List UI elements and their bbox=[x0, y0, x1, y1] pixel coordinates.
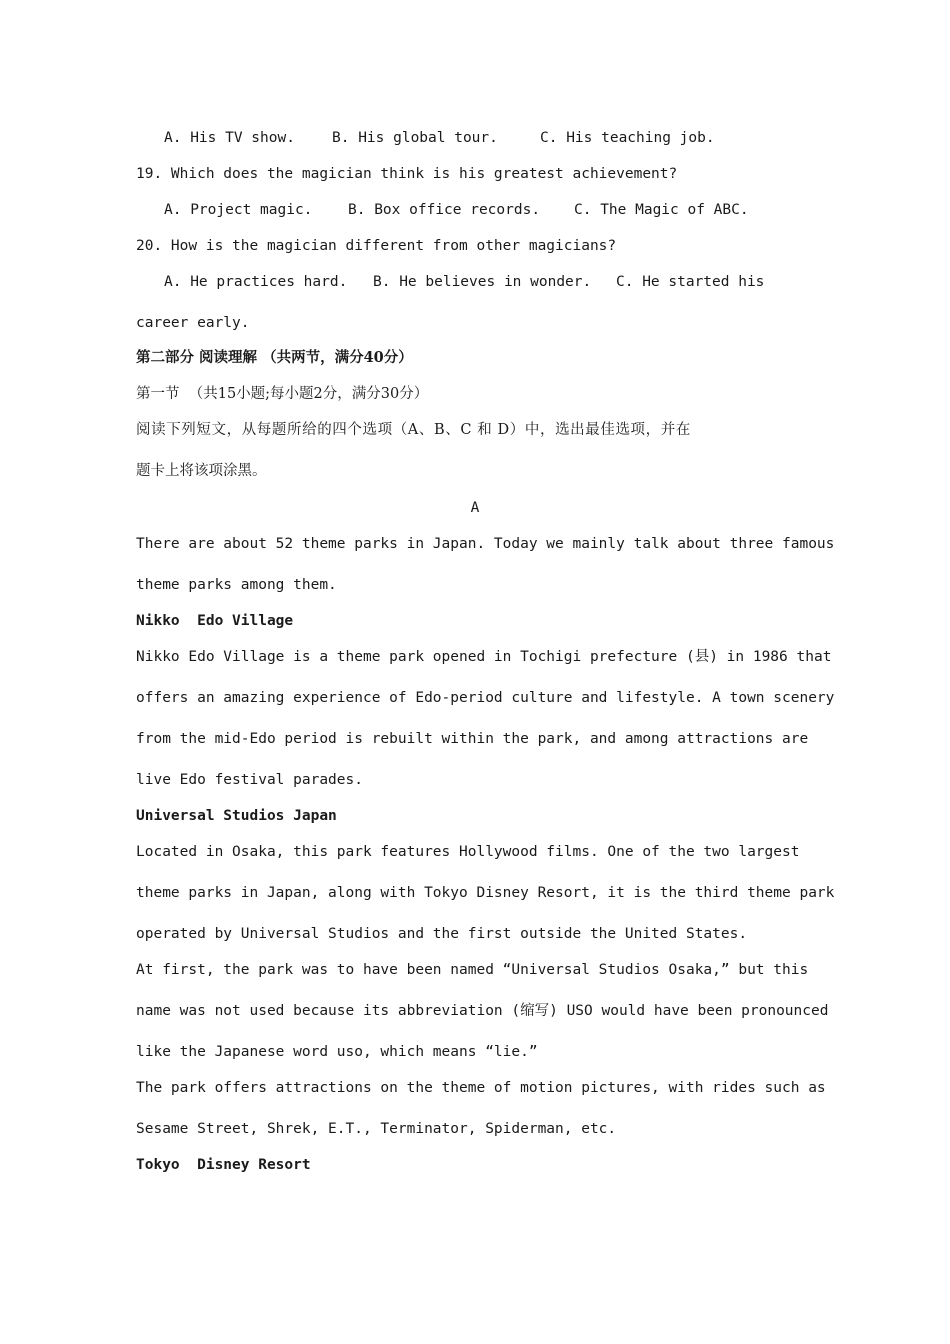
q20-option-b: B. He believes in wonder. bbox=[373, 274, 592, 290]
instruction-line-1: 阅读下列短文，从每题所给的四个选项（A、B、C 和 D）中，选出最佳选项，并在 bbox=[136, 422, 691, 438]
tokyo-disney-title: Tokyo Disney Resort bbox=[136, 1157, 311, 1173]
usj-line-8: Sesame Street, Shrek, E.T., Terminator, Spiderman, etc. bbox=[136, 1121, 617, 1137]
usj-title: Universal Studios Japan bbox=[136, 808, 337, 824]
section1-heading: 第一节 （共15小题;每小题2分，满分30分） bbox=[136, 386, 429, 402]
q18-option-a: A. His TV show. bbox=[164, 130, 295, 146]
q18-option-c: C. His teaching job. bbox=[540, 130, 715, 146]
q19-option-b: B. Box office records. bbox=[348, 202, 541, 218]
q18-option-b: B. His global tour. bbox=[332, 130, 498, 146]
nikko-line-3: from the mid-Edo period is rebuilt within the park, and among attractions are bbox=[136, 731, 809, 747]
usj-line-6: like the Japanese word uso, which means “lie.” bbox=[136, 1044, 538, 1060]
q20-option-a: A. He practices hard. bbox=[164, 274, 348, 290]
nikko-line-2: offers an amazing experience of Edo-period culture and lifestyle. A town scenery bbox=[136, 690, 835, 706]
part2-heading: 第二部分 阅读理解 （共两节，满分40分） bbox=[136, 349, 413, 366]
passage-label: A bbox=[470, 500, 480, 516]
usj-line-5: name was not used because its abbreviation (缩写) USO would have been pronounced bbox=[136, 1003, 829, 1019]
q19-option-a: A. Project magic. bbox=[164, 202, 313, 218]
intro-line-1: There are about 52 theme parks in Japan. Today we mainly talk about three famous bbox=[136, 536, 835, 552]
intro-line-2: theme parks among them. bbox=[136, 577, 337, 593]
usj-line-4: At first, the park was to have been named “Universal Studios Osaka,” but this bbox=[136, 962, 809, 978]
instruction-line-2: 题卡上将该项涂黑。 bbox=[136, 463, 267, 479]
q20-option-c: C. He started his bbox=[616, 274, 765, 290]
usj-line-7: The park offers attractions on the theme of motion pictures, with rides such as bbox=[136, 1080, 826, 1096]
usj-line-2: theme parks in Japan, along with Tokyo Disney Resort, it is the third theme park bbox=[136, 885, 835, 901]
nikko-title: Nikko Edo Village bbox=[136, 613, 294, 629]
usj-line-3: operated by Universal Studios and the first outside the United States. bbox=[136, 926, 748, 942]
q20-option-c-continued: career early. bbox=[136, 315, 250, 331]
nikko-line-4: live Edo festival parades. bbox=[136, 772, 363, 788]
nikko-line-1: Nikko Edo Village is a theme park opened in Tochigi prefecture (县) in 1986 that bbox=[136, 649, 832, 665]
q20-stem: 20. How is the magician different from other magicians? bbox=[136, 238, 617, 254]
q19-option-c: C. The Magic of ABC. bbox=[574, 202, 749, 218]
usj-line-1: Located in Osaka, this park features Hollywood films. One of the two largest bbox=[136, 844, 800, 860]
q19-stem: 19. Which does the magician think is his greatest achievement? bbox=[136, 166, 678, 182]
